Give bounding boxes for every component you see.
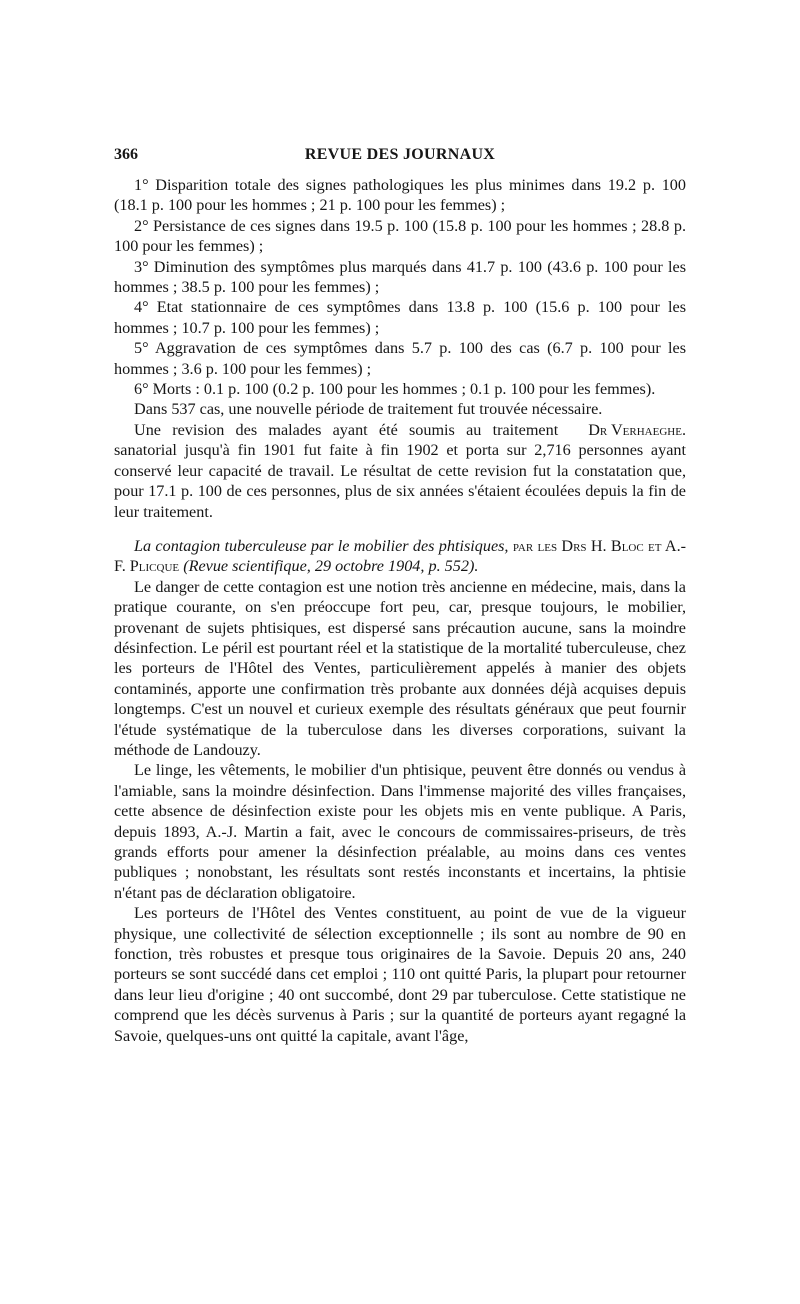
document-page bbox=[114, 145, 686, 1046]
result-item: 3° Diminution des symptômes plus marqués dans 41.7 p. 100 (43.6 p. 100 pour les hommes ; 38.5 p. 100 pour les femmes) ; bbox=[114, 257, 686, 297]
paragraph-revision bbox=[114, 420, 686, 522]
article-heading bbox=[114, 536, 686, 577]
result-item: 1° Disparition totale des signes pathologiques les plus minimes dans 19.2 p. 100 (18.1 p. 100 pour les hommes ; 21 p. 100 pour les femmes) ; bbox=[114, 176, 686, 215]
signature: Dr Verhaeghe. bbox=[588, 420, 686, 439]
running-title: REVUE DES JOURNAUX bbox=[304, 146, 496, 163]
article-title: La contagion tuberculeuse par le mobilier des phtisiques, bbox=[134, 536, 509, 555]
paragraph-revision-text: Une revision des malades ayant été soumis au traitement sanatorial jusqu'à fin 1901 fut faite à fin 1902 et porta sur 2,716 personnes ayant conservé leur capacité de travail. Le résultat de cette revision fut la constatation que, pour 17.1 p. 100 de ces personnes, plus de six années s'étaient écoulées depuis la fin de leur traitement. bbox=[114, 420, 686, 521]
paragraph-new-treatment: Dans 537 cas, une nouvelle période de traitement fut trouvée nécessaire. bbox=[134, 400, 603, 419]
result-item: 2° Persistance de ces signes dans 19.5 p. 100 (15.8 p. 100 pour les hommes ; 28.8 p. 100 pour les femmes) ; bbox=[114, 216, 686, 256]
result-item: 4° Etat stationnaire de ces symptômes dans 13.8 p. 100 (15.6 p. 100 pour les hommes ; 10.7 p. 100 pour les femmes) ; bbox=[114, 298, 686, 337]
running-header bbox=[114, 145, 686, 175]
article-source: (Revue scientifique, 29 octobre 1904, p. 552). bbox=[183, 557, 479, 576]
body-paragraph: Le danger de cette contagion est une notion très ancienne en médecine, mais, dans la pratique courante, on s'en préoccupe fort peu, car, presque toujours, le mobilier, provenant de sujets phtisiques, est dispersé sans précaution aucune, sans la moindre désinfection. Le péril est pourtant réel et la statistique de la mortalité tuberculeuse, chez les porteurs de l'Hôtel des Ventes, particulièrement appelés à manier des objets contaminés, apporte une confirmation très probante aux données déjà acquises depuis longtemps. C'est un nouvel et curieux exemple des résultats généraux que peut fournir l'étude systématique de la tuberculose dans les diverses corporations, suivant la méthode de Landouzy. bbox=[114, 577, 686, 759]
page-number: 366 bbox=[114, 146, 138, 163]
body-paragraph: Le linge, les vêtements, le mobilier d'un phtisique, peuvent être donnés ou vendus à l'amiable, sans la moindre désinfection. Dans l'immense majorité des villes françaises, cette absence de désinfection existe pour les objets mis en vente publique. A Paris, depuis 1893, A.-J. Martin a fait, avec le concours de commissaires-priseurs, de très grands efforts pour amener la désinfection préalable, au moins dans ces ventes publiques ; nonobstant, les résultats sont restés inconstants et incertains, la phtisie n'étant pas de déclaration obligatoire. bbox=[114, 761, 686, 902]
article-authors: par les Drs H. Bloc et A.-F. Plicque bbox=[114, 536, 687, 576]
body-paragraph: Les porteurs de l'Hôtel des Ventes constituent, au point de vue de la vigueur physique, une collectivité de sélection exceptionnelle ; ils sont au nombre de 90 en fonction, très robustes et presque tous originaires de la Savoie. Depuis 20 ans, 240 porteurs se sont succédé dans cet emploi ; 110 ont quitté Paris, la plupart pour retourner dans leur lieu d'origine ; 40 ont succombé, dont 29 par tuberculose. Cette statistique ne comprend que les décès survenus à Paris ; sur la quantité de porteurs ayant regagné la Savoie, quelques-uns ont quitté la capitale, avant l'âge, bbox=[114, 904, 686, 1045]
section-gap bbox=[114, 522, 686, 536]
result-item: 5° Aggravation de ces symptômes dans 5.7 p. 100 des cas (6.7 p. 100 pour les hommes ; 3.6 p. 100 pour les femmes) ; bbox=[114, 339, 686, 378]
result-item: 6° Morts : 0.1 p. 100 (0.2 p. 100 pour les hommes ; 0.1 p. 100 pour les femmes). bbox=[134, 380, 656, 399]
